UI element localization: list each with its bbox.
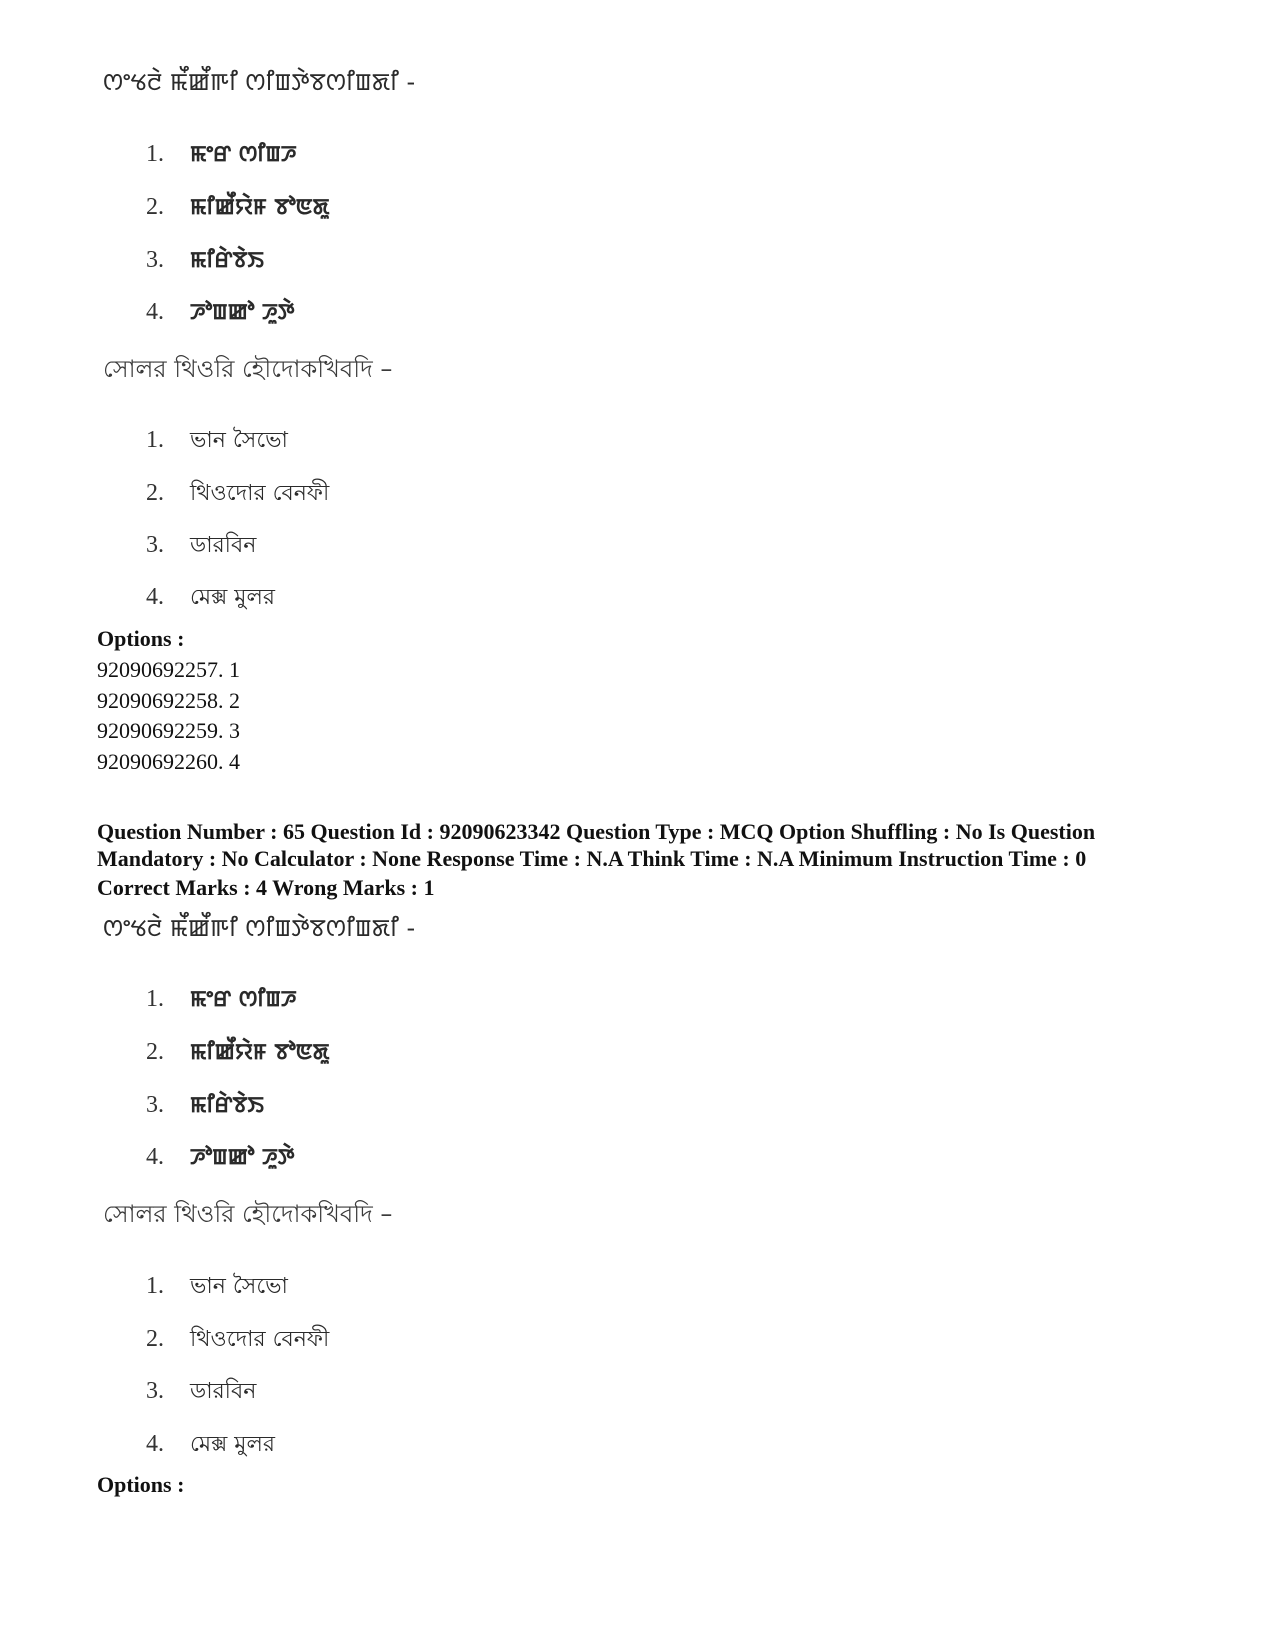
option-number: 3. (146, 532, 164, 558)
option-text: ꯃꯦꯔ ꯁꯤꯡꯍ (190, 987, 297, 1012)
bengali-option-4 (146, 1432, 275, 1456)
option-text: ꯃꯤꯀꯩꯌꯥꯝ ꯕꯣꯟꯗꯨ (190, 1040, 330, 1065)
marks-line: Correct Marks : 4 Wrong Marks : 1 (97, 875, 435, 900)
meitei-option-1 (146, 142, 297, 166)
option-text: মেক্স মুলর (190, 585, 276, 610)
bengali-option-2 (146, 1327, 329, 1351)
option-number: 1. (146, 141, 164, 167)
option-number: 4. (146, 1431, 164, 1457)
meitei-question-stem: ꯁꯦꯠꯂꯥ ꯃꯩꯀꯩꯒꯤ ꯁꯤꯡꯇꯥꯕꯁꯤꯡꯗꯤ - (103, 68, 416, 96)
bengali-option-3 (146, 533, 256, 557)
option-text: ডারবিন (190, 1379, 257, 1404)
option-text: ꯃꯤꯔꯥꯕꯥꯏ (190, 248, 264, 273)
option-number: 3. (146, 1378, 164, 1404)
option-text: ꯍꯣꯡꯀꯣ ꯍꯨꯇꯥ (190, 1145, 295, 1170)
option-text: থিওদোর বেনফী (190, 481, 330, 506)
option-number: 4. (146, 1144, 164, 1170)
meitei-option-3 (146, 248, 264, 272)
option-number: 2. (146, 480, 164, 506)
bengali-option-1 (146, 428, 288, 452)
option-number: 2. (146, 1326, 164, 1352)
option-number: 2. (146, 194, 164, 220)
option-text: ꯃꯤꯀꯩꯌꯥꯝ ꯕꯣꯟꯗꯨ (190, 195, 330, 220)
meitei-option-3 (146, 1093, 264, 1117)
option-number: 3. (146, 247, 164, 273)
option-text: ভান সৈভো (190, 1274, 288, 1299)
options-heading: Options : (97, 626, 185, 651)
option-number: 1. (146, 427, 164, 453)
option-text: ডারবিন (190, 533, 257, 558)
question-meta-line-1: Question Number : 65 Question Id : 92090623342 Question Type : MCQ Option Shuffling : No Is Question (97, 819, 1096, 844)
meitei-option-2 (146, 195, 329, 219)
option-text: ꯃꯦꯔ ꯁꯤꯡꯍ (190, 142, 297, 167)
meitei-option-1 (146, 987, 297, 1011)
bengali-question-stem: সোলর থিওরি হৌদোকখিবদি – (103, 355, 393, 383)
bengali-option-4 (146, 585, 275, 609)
meitei-option-4 (146, 1145, 295, 1169)
option-number: 1. (146, 1273, 164, 1299)
option-text: থিওদোর বেনফী (190, 1327, 330, 1352)
question-meta-line-2: Mandatory : No Calculator : None Response Time : N.A Think Time : N.A Minimum Instruction Time : 0 (97, 846, 1087, 871)
option-id-1: 92090692257. 1 (97, 657, 240, 682)
option-number: 2. (146, 1039, 164, 1065)
bengali-option-2 (146, 481, 329, 505)
option-number: 4. (146, 299, 164, 325)
question-meta (97, 818, 1197, 872)
meitei-question-stem: ꯁꯦꯠꯂꯥ ꯃꯩꯀꯩꯒꯤ ꯁꯤꯡꯇꯥꯕꯁꯤꯡꯗꯤ - (103, 914, 416, 942)
option-number: 1. (146, 986, 164, 1012)
option-id-3: 92090692259. 3 (97, 718, 240, 743)
option-number: 4. (146, 584, 164, 610)
bengali-option-1 (146, 1274, 288, 1298)
option-number: 3. (146, 1092, 164, 1118)
option-id-2: 92090692258. 2 (97, 688, 240, 713)
options-heading: Options : (97, 1472, 185, 1497)
meitei-option-4 (146, 300, 295, 324)
bengali-question-stem: সোলর থিওরি হৌদোকখিবদি – (103, 1200, 393, 1228)
meitei-option-2 (146, 1040, 329, 1064)
bengali-option-3 (146, 1379, 256, 1403)
option-text: ꯃꯤꯔꯥꯕꯥꯏ (190, 1093, 264, 1118)
option-id-4: 92090692260. 4 (97, 749, 240, 774)
option-text: মেক্স মুলর (190, 1432, 276, 1457)
option-text: ভান সৈভো (190, 428, 288, 453)
option-text: ꯍꯣꯡꯀꯣ ꯍꯨꯇꯥ (190, 300, 295, 325)
